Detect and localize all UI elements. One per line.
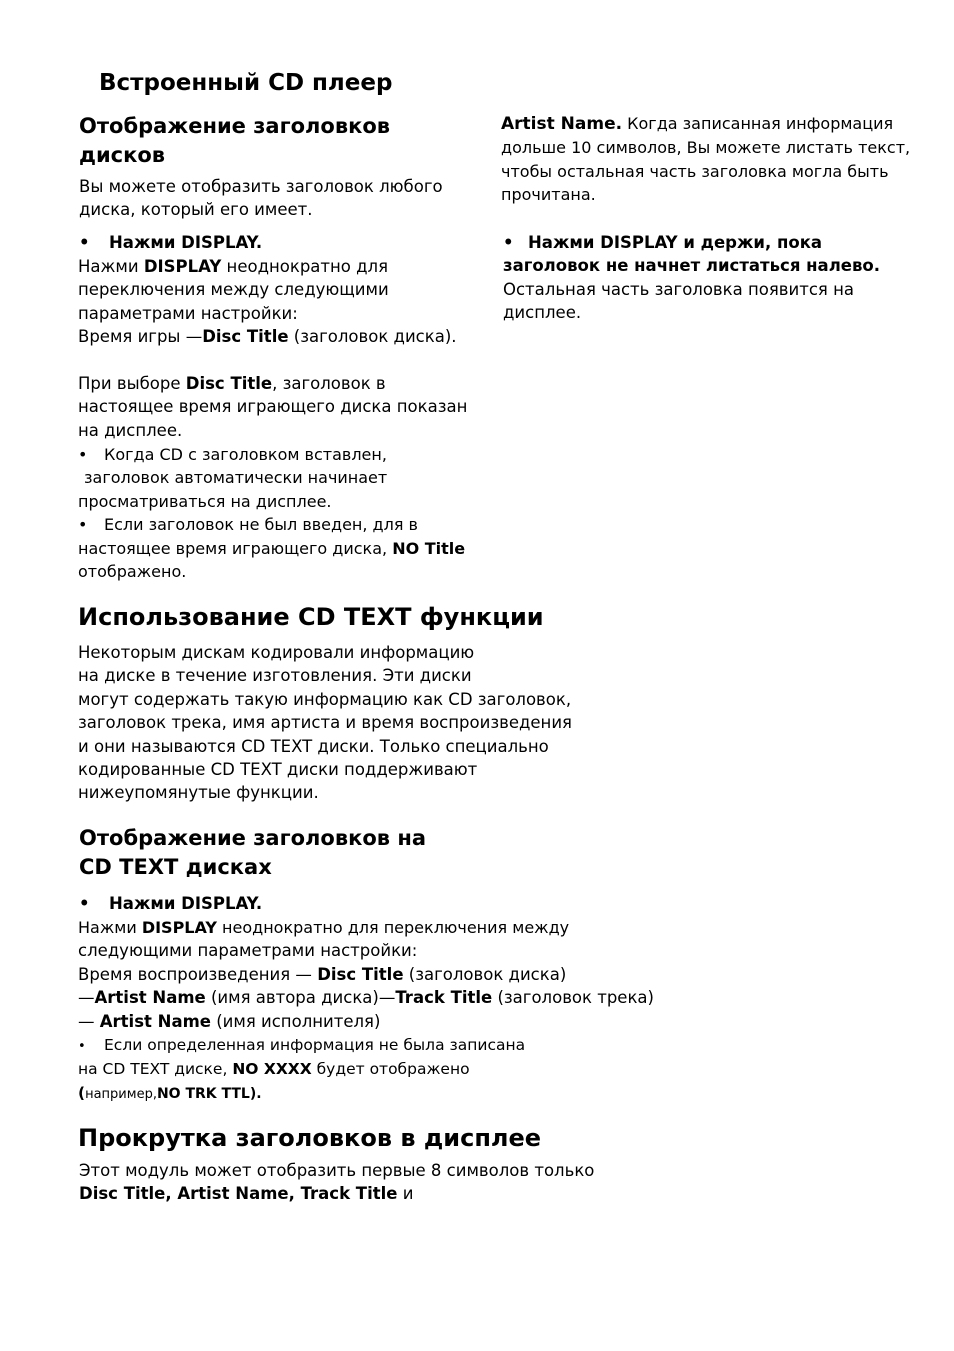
bullet-mark: • <box>503 233 514 252</box>
text-run: , заголовок в <box>272 374 386 393</box>
section-heading-cd-text-titles <box>79 824 426 882</box>
paragraph-line: Некоторым дискам кодировали информацию <box>78 643 475 662</box>
section-heading-scroll: Прокрутка заголовков в дисплее <box>78 1124 542 1152</box>
text-run-bold: ( <box>78 1083 86 1102</box>
disc-titles-notes <box>78 443 465 583</box>
bullet-mark: • <box>78 445 88 464</box>
paragraph-line: Этот модуль может отобразить первые 8 символов только <box>79 1161 595 1180</box>
note-line: просматриваться на дисплее. <box>78 491 332 511</box>
text-run-bold: Disc Title, Artist Name, Track Title <box>79 1184 398 1204</box>
text-run-bold: DISPLAY <box>141 918 217 937</box>
note-line: Если заголовок не был введен, для в <box>104 515 418 535</box>
text-run: будет отображено <box>316 1060 470 1079</box>
cd-text-titles-paragraph <box>78 916 654 1033</box>
text-run: Когда записанная информация <box>627 114 894 133</box>
text-run: неоднократно для переключения между <box>222 918 570 937</box>
text-run-bold: Artist Name <box>99 1011 211 1031</box>
text-run: на CD TEXT диске, <box>78 1060 228 1079</box>
text-run: и <box>402 1184 414 1204</box>
text-run: (заголовок диска) <box>408 964 567 984</box>
paragraph-line: прочитана. <box>501 185 596 205</box>
text-run: При выборе <box>78 374 181 393</box>
text-run-bold: Artist Name. <box>501 114 623 134</box>
text-run-bold: NO Title <box>392 538 466 558</box>
note-line: заголовок автоматически начинает <box>84 468 388 488</box>
bullet-text: Нажми DISPLAY и держи, пока <box>528 233 823 252</box>
text-run-bold: NO XXXX <box>232 1060 312 1079</box>
text-run: (имя автора диска)— <box>210 988 396 1008</box>
right-column-bullet <box>503 231 880 325</box>
text-run-bold: NO TRK TTL). <box>156 1085 262 1102</box>
text-run: (имя исполнителя) <box>216 1011 381 1031</box>
text-run: Нажми <box>78 257 139 276</box>
note-line: Когда CD с заголовком вставлен, <box>104 445 387 464</box>
right-column-artist <box>501 112 910 207</box>
text-run: Нажми <box>78 918 137 937</box>
page-title: Встроенный CD плеер <box>99 70 393 96</box>
disc-titles-paragraph-2 <box>78 372 467 442</box>
intro-line: Вы можете отобразить заголовок любого <box>79 177 443 196</box>
paragraph-line: нижеупомянутые функции. <box>78 783 319 803</box>
text-run: — <box>78 988 95 1008</box>
disc-titles-paragraph-1 <box>78 255 457 349</box>
section-heading-disc-titles <box>79 112 390 170</box>
paragraph-line: заголовок трека, имя артиста и время воспроизведения <box>78 713 572 733</box>
paragraph-line: и они называются CD TEXT диски. Только специально <box>78 736 549 756</box>
text-run-bold: Artist Name <box>94 988 206 1008</box>
text-run-bold: Disc Title <box>185 374 273 393</box>
paragraph-line: на диске в течение изготовления. Эти диски <box>78 666 472 686</box>
paragraph-line: дольше 10 символов, Вы можете листать текст, <box>501 138 911 158</box>
heading-line: Отображение заголовков на <box>79 826 427 850</box>
bullet-text: Нажми DISPLAY. <box>109 233 263 252</box>
note-line: Если определенная информация не была записана <box>104 1036 526 1054</box>
text-run-bold: Disc Title <box>202 327 289 347</box>
text-run-bold: Track Title <box>395 988 493 1008</box>
cd-text-description <box>78 641 572 805</box>
cd-text-titles-note <box>78 1034 525 1106</box>
bullet-mark: • <box>79 894 90 913</box>
paragraph-line: параметрами настройки: <box>78 303 298 323</box>
text-run: Время игры — <box>78 327 203 347</box>
paragraph-line: переключения между следующими <box>78 280 389 300</box>
text-run-bold: Disc Title <box>317 964 404 984</box>
scroll-paragraph <box>79 1159 594 1206</box>
paragraph-line: кодированные CD TEXT диски поддерживают <box>78 760 478 780</box>
paragraph-line: следующими параметрами настройки: <box>78 941 418 961</box>
text-run: Время воспроизведения — <box>78 964 312 984</box>
section-heading-cd-text: Использование CD TEXT функции <box>78 603 544 631</box>
bullet-text: Нажми DISPLAY. <box>109 894 263 913</box>
heading-line: дисков <box>79 143 166 167</box>
paragraph-line: могут содержать такую информацию как CD заголовок, <box>78 689 572 709</box>
bullet-mark: • <box>78 515 88 535</box>
bullet-press-display <box>79 231 262 254</box>
paragraph-line: на дисплее. <box>78 420 183 440</box>
note-line: отображено. <box>78 562 187 582</box>
text-run: неоднократно для <box>226 257 389 276</box>
text-run: например, <box>85 1086 157 1102</box>
disc-titles-intro <box>79 175 443 222</box>
bullet-mark: • <box>78 1039 86 1054</box>
text-run: — <box>78 1011 95 1031</box>
paragraph-line: настоящее время играющего диска показан <box>78 397 468 417</box>
bullet-mark: • <box>79 233 90 252</box>
paragraph-line: чтобы остальная часть заголовка могла быть <box>501 161 889 181</box>
text-run-bold: DISPLAY <box>143 257 222 276</box>
intro-line: диска, который его имеет. <box>79 200 313 220</box>
heading-line: Отображение заголовков <box>79 114 391 138</box>
heading-line: CD TEXT дисках <box>79 855 272 879</box>
bullet-text: заголовок не начнет листаться налево. <box>503 256 881 276</box>
text-run: (заголовок трека) <box>497 988 654 1008</box>
text-run: настоящее время играющего диска, <box>78 538 388 558</box>
paragraph-line: Остальная часть заголовка появится на <box>503 279 854 299</box>
text-run: (заголовок диска). <box>293 327 457 347</box>
bullet-press-display-cd-text <box>79 892 262 915</box>
paragraph-line: дисплее. <box>503 303 582 323</box>
